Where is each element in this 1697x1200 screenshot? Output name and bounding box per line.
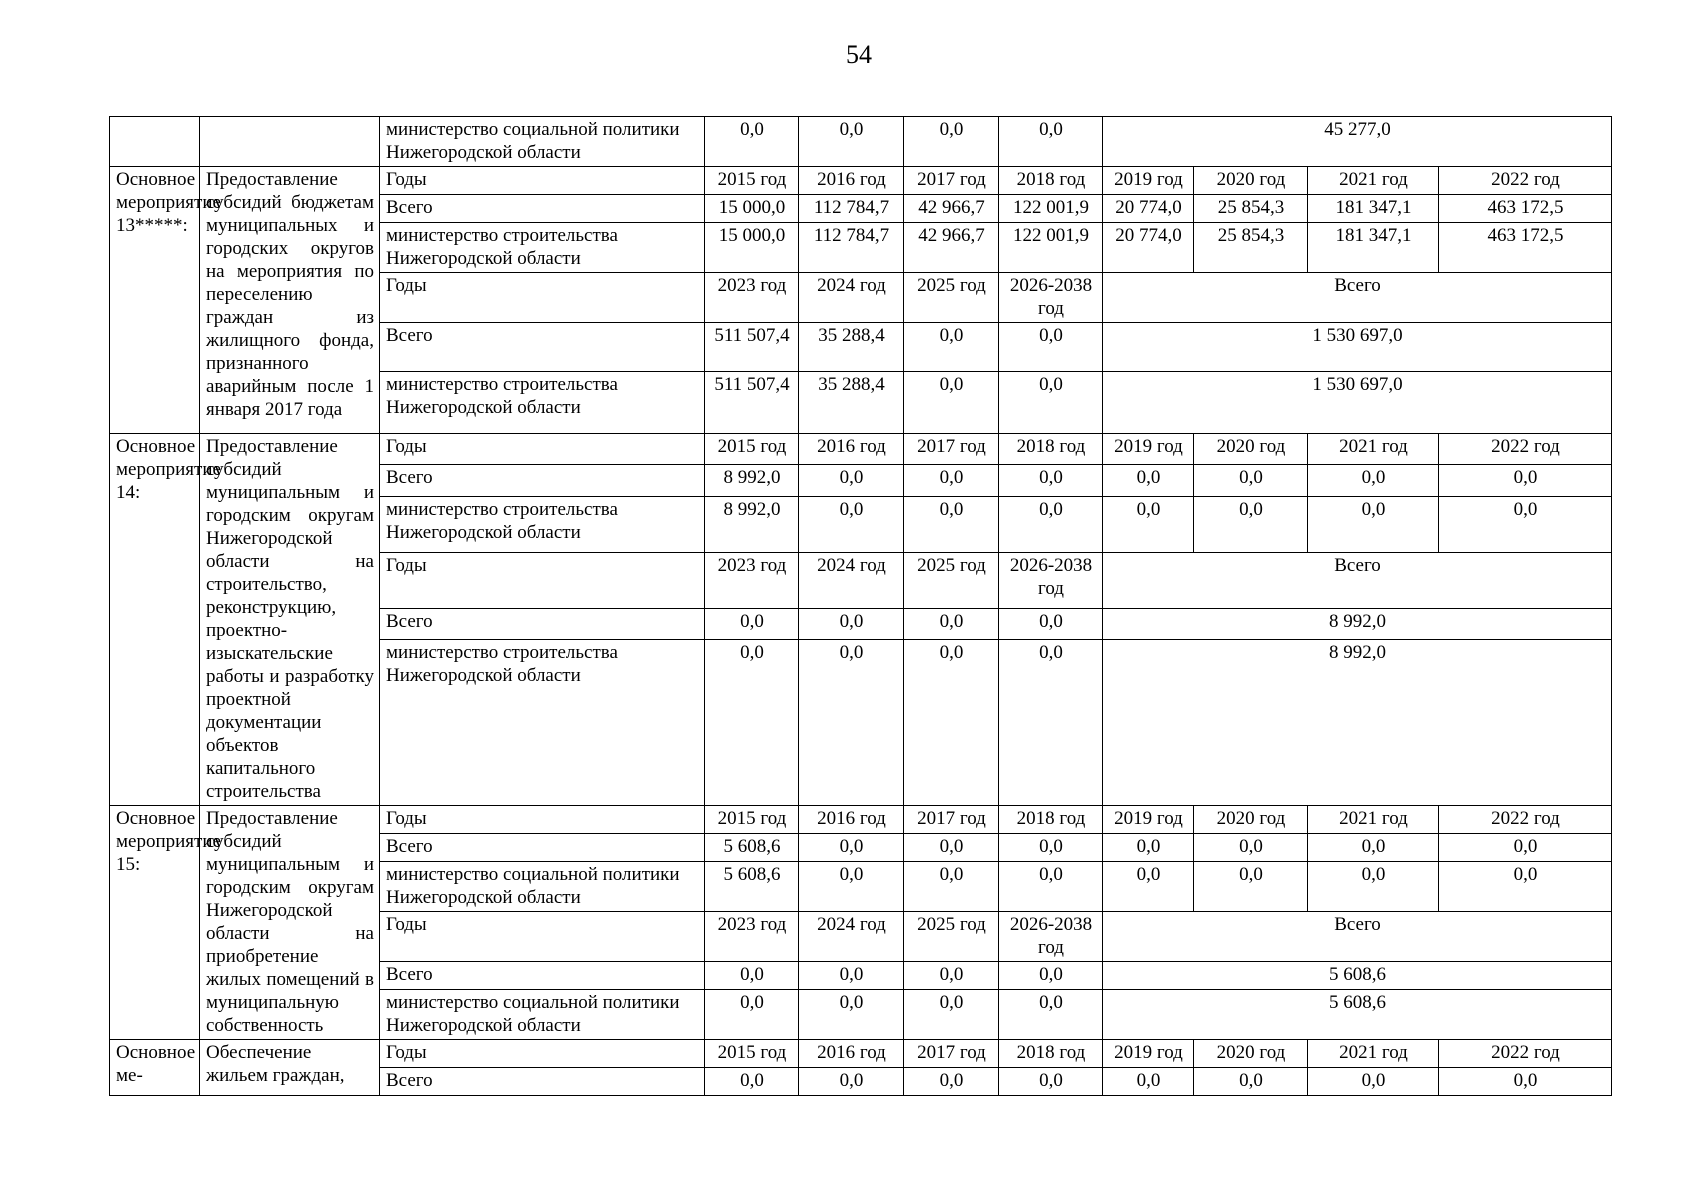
measure-description: Предоставление субсидий муниципальным и городским округам Нижегородской области на строительство, реконструкцию, проектно-изыскательские работы и разработку проектной документации объектов капитального строительства	[200, 434, 380, 806]
value-cell: 181 347,1	[1308, 223, 1439, 273]
value-cell: 0,0	[799, 834, 904, 862]
value-cell: 0,0	[1194, 496, 1308, 552]
year-header: 2017 год	[904, 434, 999, 465]
total-cell: 8 992,0	[1103, 608, 1612, 639]
year-header: 2019 год	[1103, 167, 1194, 195]
value-cell: 0,0	[705, 117, 799, 167]
row-label: министерство социальной политики Нижегородской области	[380, 990, 705, 1040]
row-label: Всего	[380, 195, 705, 223]
year-header: 2018 год	[999, 434, 1103, 465]
value-cell: 0,0	[1194, 834, 1308, 862]
value-cell: 0,0	[799, 862, 904, 912]
measure-description: Предоставление субсидий бюджетам муниципальных и городских округов на мероприятия по переселению граждан из жилищного фонда, признанного аварийным после 1 января 2017 года	[200, 167, 380, 434]
value-cell: 0,0	[1103, 834, 1194, 862]
row-label: министерство социальной политики Нижегородской области	[380, 862, 705, 912]
value-cell: 0,0	[999, 834, 1103, 862]
value-cell: 35 288,4	[799, 372, 904, 434]
value-cell: 0,0	[999, 990, 1103, 1040]
year-header: 2022 год	[1439, 167, 1612, 195]
value-cell: 0,0	[1439, 465, 1612, 496]
year-header: 2019 год	[1103, 1040, 1194, 1068]
value-cell: 0,0	[705, 990, 799, 1040]
value-cell: 463 172,5	[1439, 223, 1612, 273]
year-header: 2017 год	[904, 806, 999, 834]
year-header: 2022 год	[1439, 434, 1612, 465]
value-cell: 0,0	[799, 608, 904, 639]
years-label: Годы	[380, 912, 705, 962]
total-cell: 5 608,6	[1103, 962, 1612, 990]
value-cell: 8 992,0	[705, 465, 799, 496]
value-cell: 42 966,7	[904, 223, 999, 273]
value-cell: 0,0	[904, 117, 999, 167]
value-cell: 0,0	[1308, 1068, 1439, 1096]
value-cell: 0,0	[1103, 1068, 1194, 1096]
value-cell: 0,0	[1308, 862, 1439, 912]
table-row	[110, 1040, 1612, 1068]
row-label: Всего	[380, 608, 705, 639]
years-label: Годы	[380, 552, 705, 608]
value-cell: 0,0	[799, 640, 904, 806]
measure-code: Основное ме-	[110, 1040, 200, 1096]
year-header: 2021 год	[1308, 434, 1439, 465]
year-header: 2021 год	[1308, 806, 1439, 834]
value-cell: 0,0	[705, 962, 799, 990]
value-cell: 122 001,9	[999, 223, 1103, 273]
year-header: 2026-2038 год	[999, 273, 1103, 323]
measure-code: Основное мероприятие 13*****:	[110, 167, 200, 434]
value-cell: 25 854,3	[1194, 223, 1308, 273]
value-cell: 0,0	[999, 465, 1103, 496]
value-cell: 0,0	[999, 862, 1103, 912]
row-label: министерство строительства Нижегородской области	[380, 372, 705, 434]
value-cell: 112 784,7	[799, 195, 904, 223]
value-cell: 0,0	[1439, 1068, 1612, 1096]
value-cell: 0,0	[999, 608, 1103, 639]
year-header: 2016 год	[799, 1040, 904, 1068]
value-cell: 5 608,6	[705, 834, 799, 862]
row-label: министерство строительства Нижегородской области	[380, 496, 705, 552]
total-header: Всего	[1103, 273, 1612, 323]
value-cell: 181 347,1	[1308, 195, 1439, 223]
value-cell: 0,0	[1103, 862, 1194, 912]
total-cell: 5 608,6	[1103, 990, 1612, 1040]
funding-table	[109, 116, 1612, 1096]
value-cell: 20 774,0	[1103, 195, 1194, 223]
value-cell: 0,0	[1308, 496, 1439, 552]
year-header: 2025 год	[904, 552, 999, 608]
row-label: Всего	[380, 323, 705, 372]
row-label: министерство строительства Нижегородской области	[380, 223, 705, 273]
measure-description: Предоставление субсидий муниципальным и городским округам Нижегородской области на приобретение жилых помещений в муниципальную собственность	[200, 806, 380, 1040]
value-cell: 0,0	[799, 465, 904, 496]
row-label: министерство строительства Нижегородской области	[380, 640, 705, 806]
value-cell: 25 854,3	[1194, 195, 1308, 223]
year-header: 2026-2038 год	[999, 912, 1103, 962]
year-header: 2024 год	[799, 552, 904, 608]
value-cell: 0,0	[999, 117, 1103, 167]
year-header: 2023 год	[705, 552, 799, 608]
total-cell: 8 992,0	[1103, 640, 1612, 806]
value-cell: 0,0	[1194, 1068, 1308, 1096]
value-cell: 0,0	[1439, 834, 1612, 862]
value-cell: 122 001,9	[999, 195, 1103, 223]
value-cell: 0,0	[904, 323, 999, 372]
value-cell: 20 774,0	[1103, 223, 1194, 273]
row-label: Всего	[380, 1068, 705, 1096]
years-label: Годы	[380, 167, 705, 195]
year-header: 2019 год	[1103, 806, 1194, 834]
years-label: Годы	[380, 1040, 705, 1068]
value-cell: 15 000,0	[705, 195, 799, 223]
value-cell: 0,0	[904, 465, 999, 496]
value-cell: 463 172,5	[1439, 195, 1612, 223]
year-header: 2018 год	[999, 167, 1103, 195]
year-header: 2024 год	[799, 273, 904, 323]
year-header: 2021 год	[1308, 167, 1439, 195]
table-row	[110, 434, 1612, 465]
value-cell: 0,0	[904, 834, 999, 862]
years-label: Годы	[380, 434, 705, 465]
value-cell: 0,0	[904, 862, 999, 912]
value-cell: 0,0	[705, 1068, 799, 1096]
value-cell: 0,0	[999, 640, 1103, 806]
year-header: 2020 год	[1194, 434, 1308, 465]
value-cell: 0,0	[999, 1068, 1103, 1096]
year-header: 2015 год	[705, 806, 799, 834]
value-cell: 0,0	[904, 1068, 999, 1096]
value-cell: 0,0	[1439, 496, 1612, 552]
value-cell: 0,0	[904, 640, 999, 806]
value-cell: 0,0	[904, 496, 999, 552]
value-cell: 0,0	[1103, 465, 1194, 496]
total-header: Всего	[1103, 552, 1612, 608]
value-cell: 0,0	[999, 323, 1103, 372]
year-header: 2018 год	[999, 806, 1103, 834]
value-cell: 0,0	[799, 962, 904, 990]
row-label: Всего	[380, 465, 705, 496]
value-cell: 42 966,7	[904, 195, 999, 223]
table-row	[110, 167, 1612, 195]
value-cell: 35 288,4	[799, 323, 904, 372]
year-header: 2023 год	[705, 273, 799, 323]
value-cell: 15 000,0	[705, 223, 799, 273]
page-number: 54	[846, 40, 872, 69]
year-header: 2019 год	[1103, 434, 1194, 465]
value-cell: 0,0	[1194, 465, 1308, 496]
table-row	[110, 806, 1612, 834]
measure-code: Основное мероприятие 15:	[110, 806, 200, 1040]
year-header: 2022 год	[1439, 1040, 1612, 1068]
value-cell: 0,0	[904, 608, 999, 639]
row-label: министерство социальной политики Нижегородской области	[380, 117, 705, 167]
total-cell: 1 530 697,0	[1103, 372, 1612, 434]
value-cell: 0,0	[904, 372, 999, 434]
value-cell: 0,0	[705, 640, 799, 806]
year-header: 2022 год	[1439, 806, 1612, 834]
year-header: 2015 год	[705, 167, 799, 195]
value-cell: 0,0	[999, 372, 1103, 434]
row-label: Всего	[380, 834, 705, 862]
value-cell: 0,0	[1194, 862, 1308, 912]
total-cell: 1 530 697,0	[1103, 323, 1612, 372]
year-header: 2015 год	[705, 1040, 799, 1068]
total-cell: 45 277,0	[1103, 117, 1612, 167]
years-label: Годы	[380, 273, 705, 323]
value-cell: 0,0	[1308, 834, 1439, 862]
value-cell: 0,0	[999, 962, 1103, 990]
years-label: Годы	[380, 806, 705, 834]
total-header: Всего	[1103, 912, 1612, 962]
year-header: 2015 год	[705, 434, 799, 465]
value-cell: 511 507,4	[705, 372, 799, 434]
value-cell: 0,0	[1439, 862, 1612, 912]
value-cell: 0,0	[1308, 465, 1439, 496]
empty-cell	[110, 117, 200, 167]
value-cell: 511 507,4	[705, 323, 799, 372]
year-header: 2025 год	[904, 273, 999, 323]
year-header: 2026-2038 год	[999, 552, 1103, 608]
value-cell: 0,0	[999, 496, 1103, 552]
table-row	[110, 117, 1612, 167]
value-cell: 0,0	[1103, 496, 1194, 552]
value-cell: 0,0	[799, 496, 904, 552]
year-header: 2025 год	[904, 912, 999, 962]
value-cell: 0,0	[799, 990, 904, 1040]
year-header: 2020 год	[1194, 167, 1308, 195]
year-header: 2018 год	[999, 1040, 1103, 1068]
year-header: 2016 год	[799, 806, 904, 834]
measure-description: Обеспечение жильем граждан,	[200, 1040, 380, 1096]
empty-cell	[200, 117, 380, 167]
year-header: 2020 год	[1194, 1040, 1308, 1068]
value-cell: 0,0	[799, 1068, 904, 1096]
row-label: Всего	[380, 962, 705, 990]
value-cell: 5 608,6	[705, 862, 799, 912]
value-cell: 0,0	[799, 117, 904, 167]
year-header: 2017 год	[904, 1040, 999, 1068]
value-cell: 0,0	[904, 990, 999, 1040]
year-header: 2021 год	[1308, 1040, 1439, 1068]
year-header: 2020 год	[1194, 806, 1308, 834]
year-header: 2017 год	[904, 167, 999, 195]
year-header: 2016 год	[799, 167, 904, 195]
value-cell: 8 992,0	[705, 496, 799, 552]
value-cell: 0,0	[705, 608, 799, 639]
value-cell: 112 784,7	[799, 223, 904, 273]
year-header: 2023 год	[705, 912, 799, 962]
value-cell: 0,0	[904, 962, 999, 990]
year-header: 2024 год	[799, 912, 904, 962]
measure-code: Основное мероприятие 14:	[110, 434, 200, 806]
year-header: 2016 год	[799, 434, 904, 465]
